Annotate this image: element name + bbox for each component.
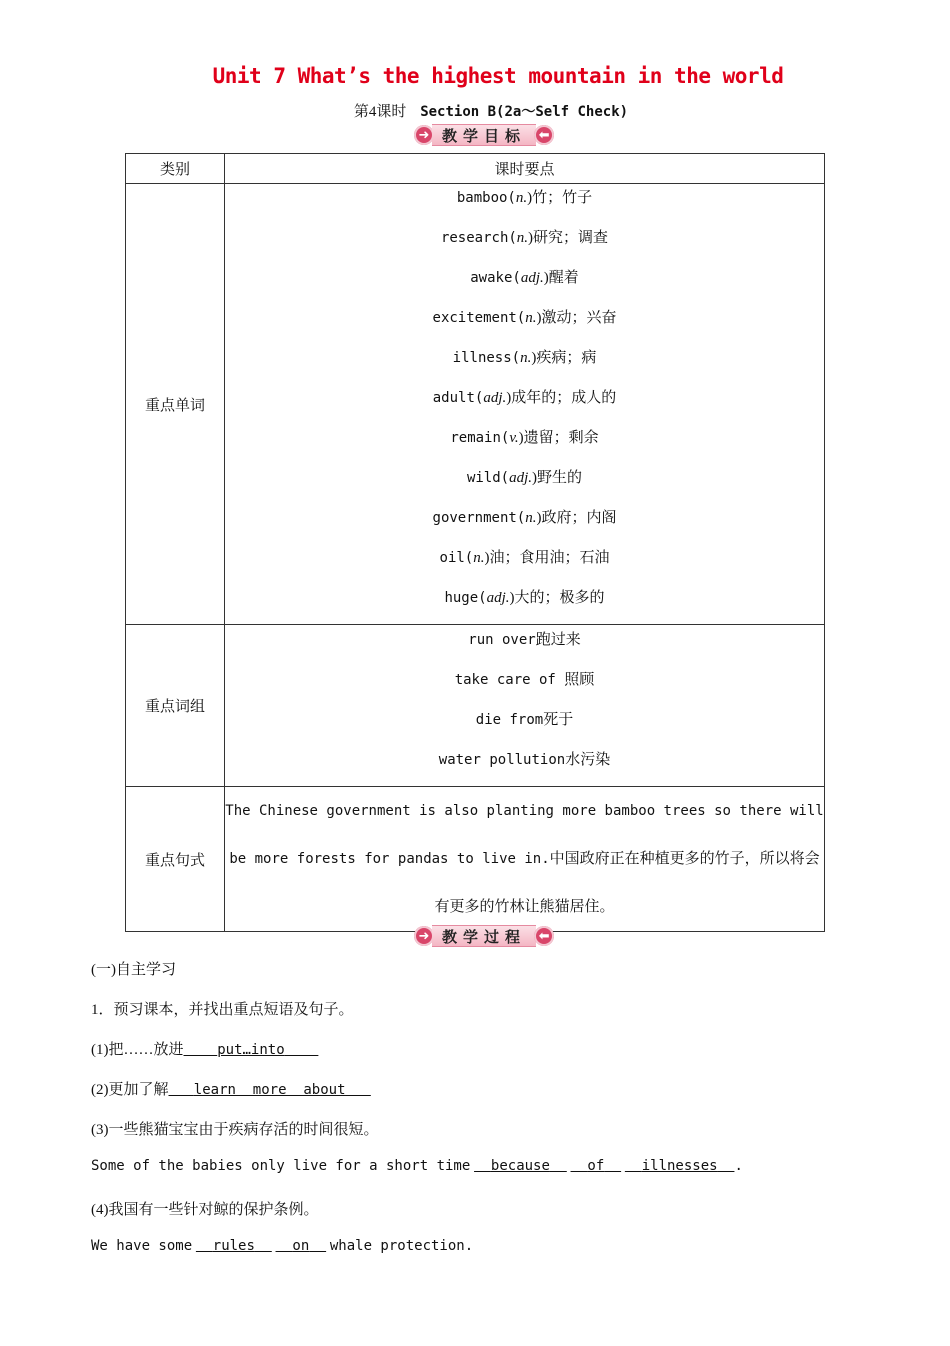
question-4-prompt: (4)我国有一些针对鲸的保护条例。 xyxy=(91,1202,319,1218)
word-item: bamboo(n.)竹；竹子 xyxy=(456,190,593,206)
arrow-right-icon: ➜ xyxy=(414,125,434,145)
question-4-sentence: We have some rules on whale protection. xyxy=(91,1238,474,1254)
word-item: huge(adj.)大的；极多的 xyxy=(444,590,605,606)
answer-blank: put…into xyxy=(217,1042,285,1058)
goals-banner-label: 教学目标 xyxy=(432,124,536,146)
word-item: excitement(n.)激动；兴奋 xyxy=(432,310,617,326)
page-title: Unit 7 What’s the highest mountain in the world xyxy=(212,64,784,88)
word-list xyxy=(225,184,825,625)
arrow-right-icon: ➜ xyxy=(414,926,434,946)
part-heading: (一)自主学习 xyxy=(91,962,176,978)
word-item: remain(v.)遗留；剩余 xyxy=(450,430,599,446)
section-range: Section B(2a～Self Check) xyxy=(420,104,629,120)
answer-blank: illnesses xyxy=(641,1158,718,1174)
table-header-row xyxy=(126,154,825,184)
word-item: research(n.)研究；调查 xyxy=(440,230,609,246)
phrase-item: take care of 照顾 xyxy=(454,671,595,688)
word-item: awake(adj.)醒着 xyxy=(470,270,579,286)
table-row-words xyxy=(126,184,825,625)
process-banner xyxy=(414,925,554,947)
category-phrases: 重点词组 xyxy=(126,625,225,787)
question-1: (1)把……放进 put…into xyxy=(91,1038,318,1059)
word-item: adult(adj.)成年的；成人的 xyxy=(432,390,617,406)
arrow-left-icon: ⬅ xyxy=(534,926,554,946)
table-row-phrases xyxy=(126,625,825,787)
task-instruction: 1．预习课本，并找出重点短语及句子。 xyxy=(91,1002,354,1018)
phrase-item: run over跑过来 xyxy=(468,631,581,648)
word-item: government(n.)政府；内阁 xyxy=(432,510,617,526)
key-sentence-zh: 中国政府正在种植更多的竹子，所以将会有更多的竹林让熊猫居住。 xyxy=(434,851,820,915)
goals-banner xyxy=(414,124,554,146)
key-sentence-en: The Chinese government is also planting more bamboo trees so there will be more forests for pandas to live in. xyxy=(225,803,824,867)
question-3-prompt: (3)一些熊猫宝宝由于疾病存活的时间很短。 xyxy=(91,1122,379,1138)
category-words: 重点单词 xyxy=(126,184,225,625)
phrase-item: water pollution水污染 xyxy=(438,751,611,768)
lesson-number: 第4课时 xyxy=(353,104,407,120)
category-sentences: 重点句式 xyxy=(126,787,225,932)
answer-blank: learn more about xyxy=(193,1082,346,1098)
phrase-item: die from死于 xyxy=(475,711,574,728)
word-item: illness(n.)疾病；病 xyxy=(452,350,597,366)
table-row-sentences xyxy=(126,787,825,932)
process-banner-label: 教学过程 xyxy=(432,925,536,947)
teaching-goals-table xyxy=(125,153,825,932)
arrow-left-icon: ⬅ xyxy=(534,125,554,145)
answer-blank: of xyxy=(587,1158,605,1174)
question-2: (2)更加了解 learn more about xyxy=(91,1078,371,1099)
key-sentence xyxy=(225,787,825,932)
lesson-subtitle xyxy=(0,100,950,121)
question-3-sentence: Some of the babies only live for a short time because of illnesses . xyxy=(91,1158,743,1174)
answer-blank: rules xyxy=(212,1238,255,1254)
phrase-list xyxy=(225,625,825,787)
answer-blank: on xyxy=(292,1238,310,1254)
header-key-points: 课时要点 xyxy=(225,154,825,184)
word-item: oil(n.)油；食用油；石油 xyxy=(439,550,610,566)
word-item: wild(adj.)野生的 xyxy=(466,470,583,486)
answer-blank: because xyxy=(490,1158,550,1174)
header-category: 类别 xyxy=(126,154,225,184)
